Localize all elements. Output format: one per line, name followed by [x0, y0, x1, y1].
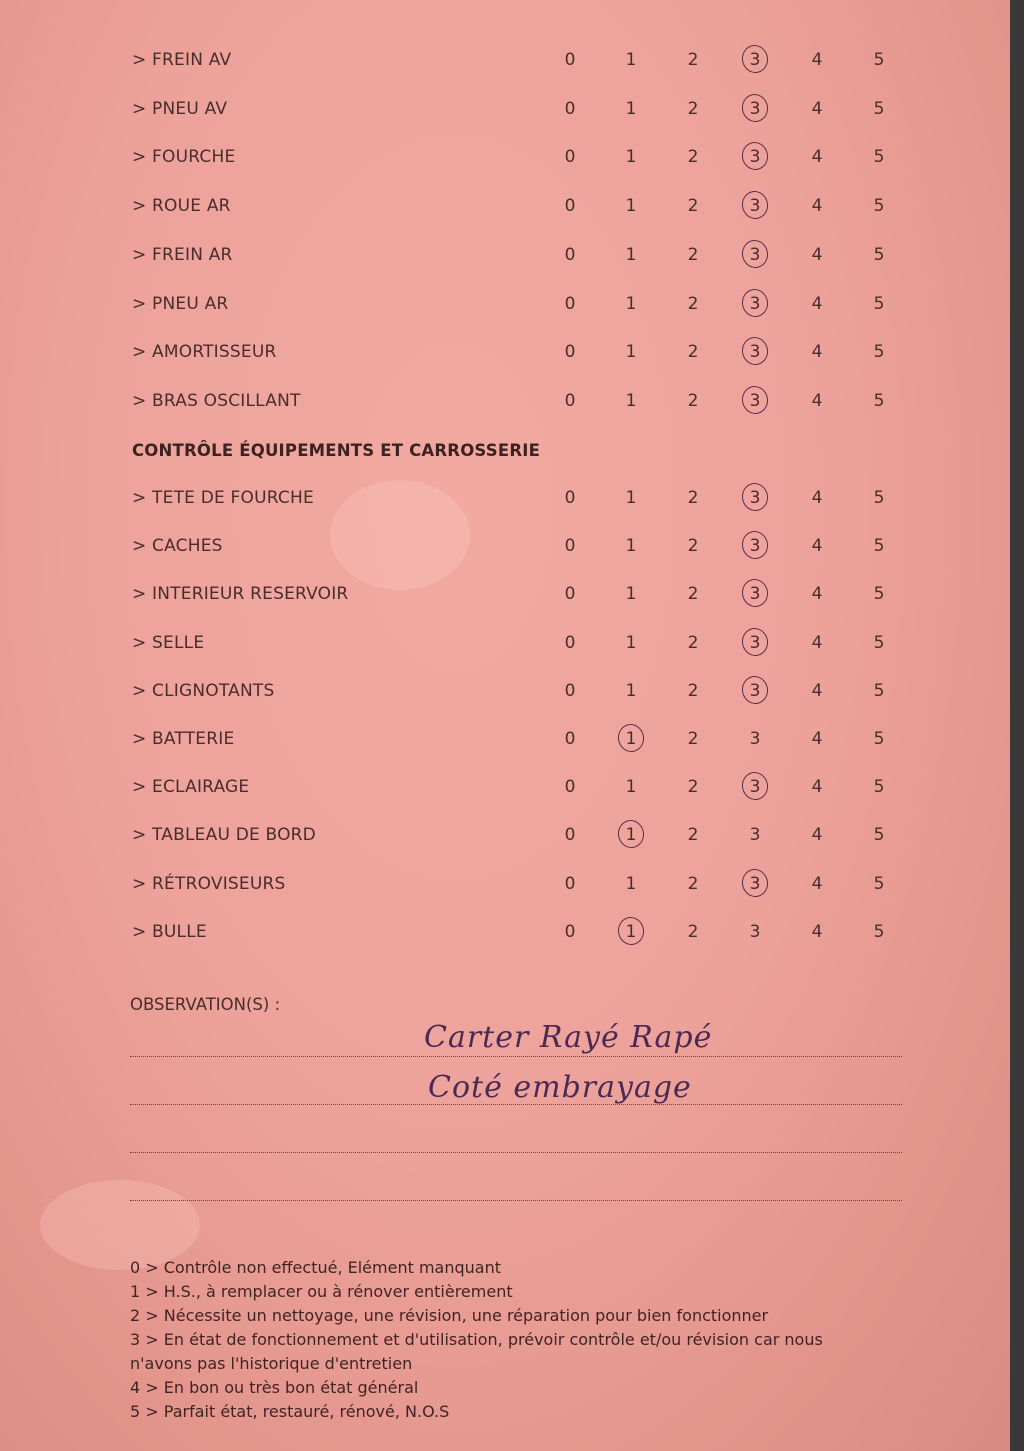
score-option[interactable]: 0	[564, 293, 576, 314]
inspection-row	[0, 294, 1010, 324]
score-option[interactable]: 2	[687, 873, 699, 894]
inspection-item-label: > FOURCHE	[132, 147, 236, 168]
score-option[interactable]: 5	[873, 680, 885, 701]
legend-line: 0 > Contrôle non effectué, Elément manquant	[130, 1258, 501, 1277]
score-option[interactable]: 4	[811, 342, 823, 363]
score-option[interactable]: 1	[625, 147, 637, 168]
score-option[interactable]: 2	[687, 244, 699, 265]
inspection-item-label: > BATTERIE	[132, 729, 235, 749]
score-option-selected[interactable]: 3	[743, 874, 767, 894]
score-option[interactable]: 5	[873, 921, 885, 942]
score-option[interactable]: 2	[687, 147, 699, 168]
inspection-row	[0, 681, 1010, 711]
score-option[interactable]: 2	[687, 680, 699, 701]
score-option-selected[interactable]: 3	[743, 196, 767, 216]
observation-line-3[interactable]	[130, 1152, 902, 1153]
inspection-item-label: > PNEU AV	[132, 98, 228, 119]
score-option[interactable]: 1	[625, 293, 637, 314]
score-option[interactable]: 4	[811, 390, 823, 411]
score-option[interactable]: 4	[811, 244, 823, 265]
score-option[interactable]: 1	[625, 50, 637, 70]
score-option[interactable]: 5	[873, 488, 885, 508]
inspection-row	[0, 729, 1010, 759]
score-option[interactable]: 4	[811, 825, 823, 846]
score-option-selected[interactable]: 3	[743, 777, 767, 797]
score-option[interactable]: 5	[873, 729, 885, 749]
score-option-selected[interactable]: 3	[743, 294, 767, 314]
score-option[interactable]: 0	[564, 873, 576, 894]
score-option[interactable]: 5	[873, 873, 885, 894]
inspection-item-label: > TABLEAU DE BORD	[132, 825, 316, 846]
inspection-row	[0, 922, 1010, 952]
score-option[interactable]: 5	[873, 632, 885, 653]
inspection-item-label: > FREIN AV	[132, 50, 232, 70]
observations-title: OBSERVATION(S) :	[130, 995, 281, 1014]
score-option[interactable]: 5	[873, 342, 885, 363]
score-option[interactable]: 4	[811, 632, 823, 653]
score-option-selected[interactable]: 3	[743, 245, 767, 265]
legend-line: n'avons pas l'historique d'entretien	[130, 1354, 413, 1373]
inspection-item-label: > CACHES	[132, 536, 223, 557]
score-option[interactable]: 0	[564, 632, 576, 653]
inspection-row	[0, 777, 1010, 807]
score-option[interactable]: 5	[873, 147, 885, 168]
score-option[interactable]: 0	[564, 825, 576, 846]
score-option[interactable]: 2	[687, 98, 699, 119]
score-option[interactable]: 0	[564, 244, 576, 265]
inspection-item-label: > INTERIEUR RESERVOIR	[132, 584, 349, 605]
legend-line: 3 > En état de fonctionnement et d'utilisation, prévoir contrôle et/ou révision car nous	[130, 1330, 823, 1349]
score-option[interactable]: 4	[811, 536, 823, 557]
score-option[interactable]: 2	[687, 729, 699, 749]
inspection-row	[0, 342, 1010, 372]
inspection-row	[0, 633, 1010, 663]
inspection-item-label: > AMORTISSEUR	[132, 342, 277, 363]
score-option[interactable]: 0	[564, 777, 576, 798]
score-option[interactable]: 1	[625, 342, 637, 363]
score-option[interactable]: 1	[625, 680, 637, 701]
score-option[interactable]: 5	[873, 244, 885, 265]
inspection-row	[0, 245, 1010, 275]
rating-legend	[130, 1256, 910, 1424]
inspection-row	[0, 50, 1010, 80]
score-option[interactable]: 5	[873, 293, 885, 314]
inspection-item-label: > SELLE	[132, 632, 205, 653]
score-option[interactable]: 5	[873, 98, 885, 119]
inspection-row	[0, 536, 1010, 566]
score-option[interactable]: 1	[625, 98, 637, 119]
score-option[interactable]: 5	[873, 196, 885, 217]
score-option[interactable]: 2	[687, 584, 699, 605]
score-option[interactable]: 1	[625, 244, 637, 265]
legend-line: 4 > En bon ou très bon état général	[130, 1378, 419, 1397]
score-option-selected[interactable]: 1	[619, 729, 643, 749]
score-option-selected[interactable]: 3	[743, 584, 767, 604]
inspection-row	[0, 99, 1010, 129]
inspection-item-label: > BRAS OSCILLANT	[132, 390, 301, 411]
score-option[interactable]: 1	[625, 777, 637, 798]
score-option[interactable]: 4	[811, 293, 823, 314]
score-option-selected[interactable]: 3	[743, 488, 767, 508]
score-option[interactable]: 0	[564, 729, 576, 749]
score-option[interactable]: 1	[625, 488, 637, 508]
score-option[interactable]: 5	[873, 390, 885, 411]
score-option[interactable]: 2	[687, 777, 699, 798]
inspection-item-label: > ROUE AR	[132, 196, 231, 217]
score-option-selected[interactable]: 3	[743, 99, 767, 119]
score-option[interactable]: 5	[873, 50, 885, 70]
score-option-selected[interactable]: 1	[619, 825, 643, 845]
inspection-item-label: > RÉTROVISEURS	[132, 873, 286, 894]
score-option[interactable]: 4	[811, 488, 823, 508]
score-option[interactable]: 4	[811, 584, 823, 605]
score-option[interactable]: 0	[564, 390, 576, 411]
score-option[interactable]: 0	[564, 196, 576, 217]
inspection-row	[0, 391, 1010, 421]
score-option[interactable]: 2	[687, 488, 699, 508]
score-option[interactable]: 0	[564, 584, 576, 605]
score-option-selected[interactable]: 1	[619, 922, 643, 942]
score-option[interactable]: 2	[687, 632, 699, 653]
inspection-item-label: > TETE DE FOURCHE	[132, 488, 314, 508]
inspection-item-label: > FREIN AR	[132, 244, 233, 265]
score-option-selected[interactable]: 3	[743, 50, 767, 70]
observation-line-4[interactable]	[130, 1200, 902, 1201]
score-option[interactable]: 2	[687, 50, 699, 70]
handwritten-observation-2: Coté embrayage	[428, 1070, 692, 1105]
score-option[interactable]: 2	[687, 293, 699, 314]
score-option-selected[interactable]: 3	[743, 391, 767, 411]
score-option[interactable]: 0	[564, 342, 576, 363]
score-option[interactable]: 0	[564, 680, 576, 701]
inspection-item-label: > CLIGNOTANTS	[132, 680, 275, 701]
score-option[interactable]: 5	[873, 825, 885, 846]
score-option[interactable]: 2	[687, 390, 699, 411]
score-option[interactable]: 5	[873, 777, 885, 798]
score-option[interactable]: 5	[873, 584, 885, 605]
score-option[interactable]: 1	[625, 873, 637, 894]
score-option[interactable]: 2	[687, 825, 699, 846]
observation-line-1[interactable]	[130, 1056, 902, 1057]
score-option[interactable]: 4	[811, 729, 823, 749]
score-option-selected[interactable]: 3	[743, 633, 767, 653]
score-option[interactable]: 5	[873, 536, 885, 557]
score-option[interactable]: 0	[564, 50, 576, 70]
legend-line: 2 > Nécessite un nettoyage, une révision, une réparation pour bien fonctionner	[130, 1306, 769, 1325]
score-option[interactable]: 0	[564, 488, 576, 508]
score-option[interactable]: 0	[564, 921, 576, 942]
score-option-selected[interactable]: 3	[743, 536, 767, 556]
score-option[interactable]: 3	[749, 729, 761, 749]
score-option[interactable]: 1	[625, 632, 637, 653]
legend-line: 1 > H.S., à remplacer ou à rénover entièrement	[130, 1282, 513, 1301]
section-title: CONTRÔLE ÉQUIPEMENTS ET CARROSSERIE	[132, 441, 541, 460]
score-option[interactable]: 4	[811, 680, 823, 701]
score-option[interactable]: 1	[625, 536, 637, 557]
handwritten-observation-1: Carter Rayé Rapé	[424, 1020, 713, 1055]
score-option[interactable]: 2	[687, 921, 699, 942]
score-option[interactable]: 1	[625, 196, 637, 217]
score-option[interactable]: 0	[564, 536, 576, 557]
score-option-selected[interactable]: 3	[743, 342, 767, 362]
inspection-row	[0, 825, 1010, 855]
inspection-row	[0, 147, 1010, 177]
score-option[interactable]: 4	[811, 196, 823, 217]
score-option[interactable]: 2	[687, 342, 699, 363]
score-option[interactable]: 4	[811, 777, 823, 798]
score-option[interactable]: 3	[749, 825, 761, 846]
score-option[interactable]: 4	[811, 873, 823, 894]
score-option[interactable]: 4	[811, 921, 823, 942]
score-option[interactable]: 4	[811, 147, 823, 168]
inspection-item-label: > PNEU AR	[132, 293, 229, 314]
legend-line: 5 > Parfait état, restauré, rénové, N.O.S	[130, 1402, 450, 1421]
inspection-row	[0, 488, 1010, 518]
score-option-selected[interactable]: 3	[743, 147, 767, 167]
inspection-row	[0, 584, 1010, 614]
score-option-selected[interactable]: 3	[743, 681, 767, 701]
inspection-row	[0, 874, 1010, 904]
inspection-item-label: > ECLAIRAGE	[132, 777, 250, 798]
score-option[interactable]: 2	[687, 536, 699, 557]
score-option[interactable]: 1	[625, 584, 637, 605]
score-option[interactable]: 1	[625, 390, 637, 411]
score-option[interactable]: 4	[811, 50, 823, 70]
score-option[interactable]: 0	[564, 147, 576, 168]
score-option[interactable]: 0	[564, 98, 576, 119]
score-option[interactable]: 3	[749, 921, 761, 942]
inspection-item-label: > BULLE	[132, 921, 207, 942]
score-option[interactable]: 4	[811, 98, 823, 119]
score-option[interactable]: 2	[687, 196, 699, 217]
inspection-row	[0, 196, 1010, 226]
